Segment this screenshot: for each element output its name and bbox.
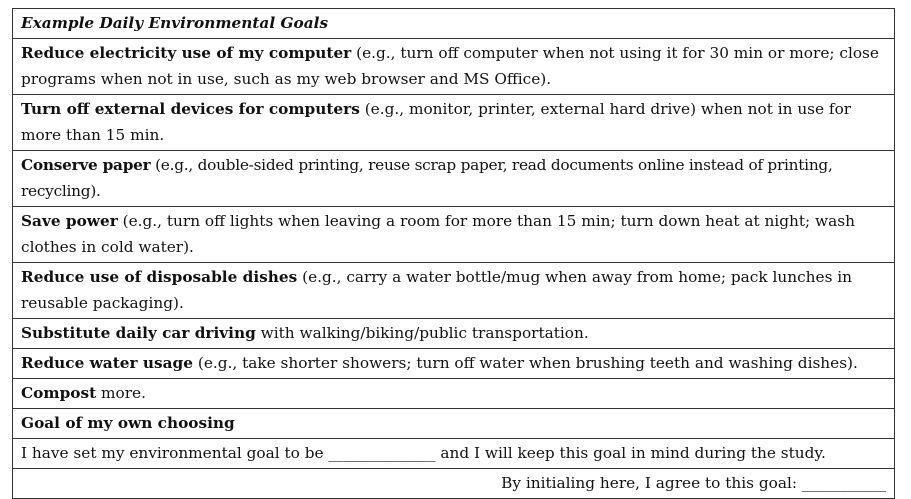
goal-cell [13, 207, 895, 263]
goal-name: Turn off external devices for computers [21, 100, 360, 118]
goal-description: (e.g., take shorter showers; turn off water when brushing teeth and washing dishes). [192, 354, 858, 372]
goal-name: Conserve paper [21, 156, 151, 174]
goal-statement-row [13, 439, 895, 469]
goal-cell [13, 263, 895, 319]
goal-cell [13, 349, 895, 379]
goal-statement: I have set my environmental goal to be ______________ and I will keep this goal in mind during the study. [13, 439, 895, 469]
goal-description: (e.g., double-sided printing, reuse scrap paper, read documents online instead of printing, recycling). [21, 156, 833, 200]
table-row [13, 263, 895, 319]
goal-name: Reduce use of disposable dishes [21, 268, 298, 286]
goal-description: (e.g., monitor, printer, external hard drive) when not in use for more than 15 min. [21, 100, 852, 144]
table-row [13, 95, 895, 151]
goal-name: Reduce electricity use of my computer [21, 44, 352, 62]
goal-description: more. [96, 384, 146, 402]
goal-name: Substitute daily car driving [21, 324, 256, 342]
table-row [13, 409, 895, 439]
goal-description: (e.g., carry a water bottle/mug when away from home; pack lunches in reusable packaging). [21, 268, 853, 312]
goal-cell [13, 409, 895, 439]
goal-name: Goal of my own choosing [21, 414, 235, 432]
goal-cell [13, 39, 895, 95]
table-row [13, 319, 895, 349]
goals-table-container [12, 8, 895, 499]
table-title-row [13, 9, 895, 39]
goal-cell [13, 379, 895, 409]
table-row [13, 207, 895, 263]
goal-name: Reduce water usage [21, 354, 193, 372]
table-row [13, 379, 895, 409]
goal-name: Save power [21, 212, 118, 230]
goal-cell [13, 151, 895, 207]
initial-line: By initialing here, I agree to this goal: ___________ [13, 469, 895, 499]
table-title: Example Daily Environmental Goals [13, 9, 895, 39]
environmental-goals-table [12, 8, 895, 499]
table-row [13, 151, 895, 207]
goal-cell [13, 319, 895, 349]
goal-description: with walking/biking/public transportation. [255, 324, 589, 342]
table-row [13, 39, 895, 95]
goal-description: (e.g., turn off computer when not using it for 30 min or more; close programs when not in use, such as my web browser and MS Office). [21, 44, 879, 88]
table-row [13, 349, 895, 379]
goal-name: Compost [21, 384, 97, 402]
goal-cell [13, 95, 895, 151]
goal-description: (e.g., turn off lights when leaving a room for more than 15 min; turn down heat at night; wash clothes in cold water). [21, 212, 855, 256]
initial-row [13, 469, 895, 499]
